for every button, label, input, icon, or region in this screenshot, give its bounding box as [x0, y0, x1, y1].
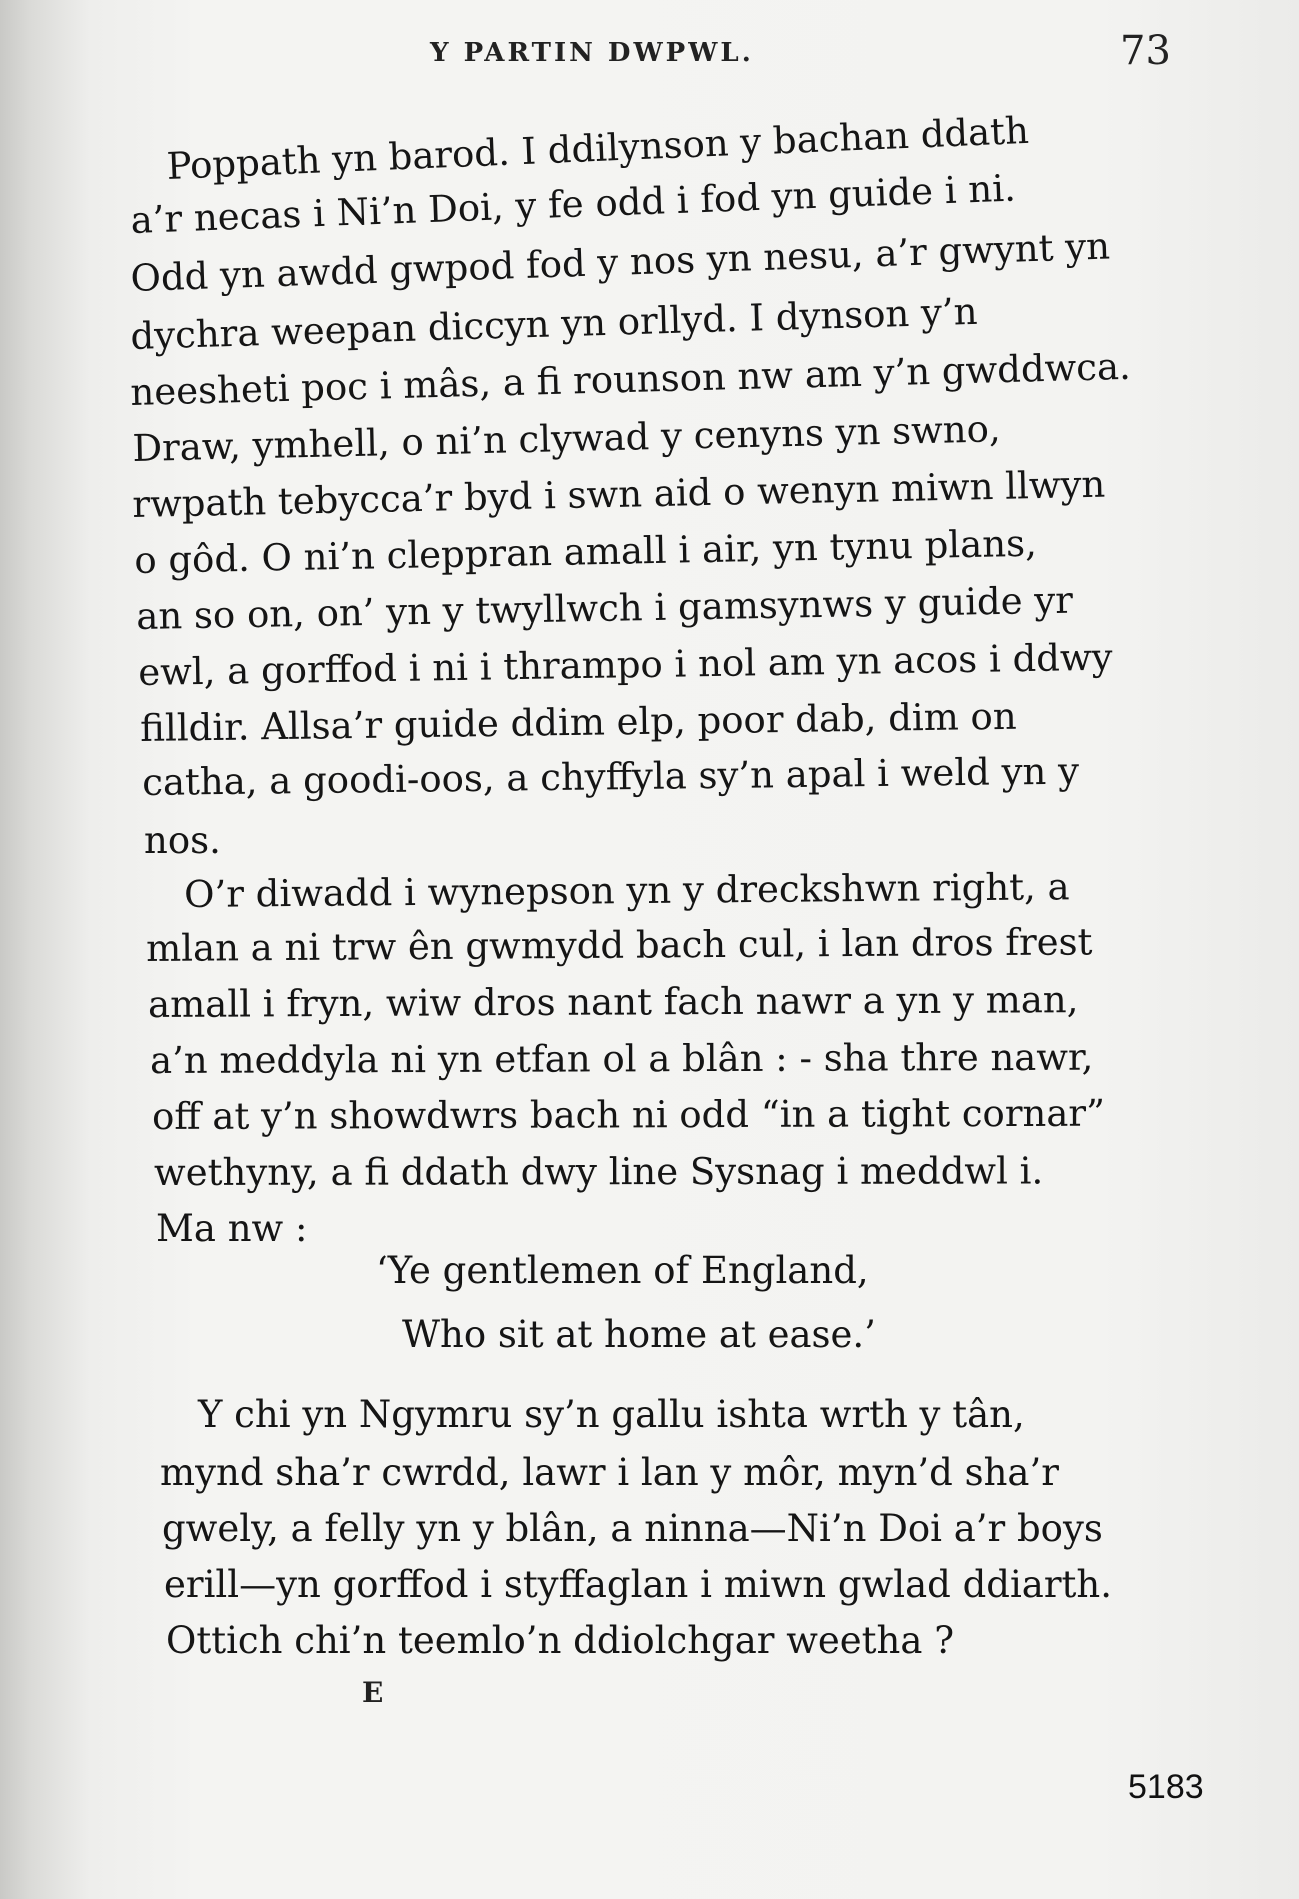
signature-mark: E	[362, 1676, 384, 1709]
text-line: an so on, on’ yn y twyllwch i gamsynws y guide yr	[135, 578, 1074, 638]
text-line: neesheti poc i mâs, a fi rounson nw am y’n gwddwca.	[129, 344, 1132, 414]
text-line: catha, a goodi-oos, a chyffyla sy’n apal i weld yn y	[141, 749, 1080, 804]
text-line: dychra weepan diccyn yn orllyd. I dynson y’n	[129, 289, 979, 358]
text-line: amall i fryn, wiw dros nant fach nawr a yn y man,	[147, 978, 1079, 1026]
text-line: Draw, ymhell, o ni’n clywad y cenyns yn swno,	[131, 407, 1002, 470]
text-line: mynd sha’r cwrdd, lawr i lan y môr, myn’d sha’r	[160, 1451, 1059, 1494]
text-line: nos.	[144, 819, 221, 862]
text-line: mlan a ni trw ên gwmydd bach cul, i lan dros frest	[145, 920, 1093, 970]
text-line: Y chi yn Ngymru sy’n gallu ishta wrth y tân,	[198, 1393, 1025, 1436]
text-line: off at y’n showdwrs bach ni odd “in a tight cornar”	[151, 1091, 1106, 1138]
text-line: Ottich chi’n teemlo’n ddiolchgar weetha ?	[166, 1619, 955, 1662]
text-line: gwely, a felly yn y blân, a ninna—Ni’n Doi a’r boys	[162, 1507, 1103, 1550]
text-line: Ma nw :	[156, 1207, 308, 1250]
text-line: rwpath tebycca’r byd i swn aid o wenyn miwn llwyn	[131, 462, 1106, 526]
text-line: a’n meddyla ni yn etfan ol a blân : - sha thre nawr,	[149, 1035, 1094, 1082]
text-line: wethyny, a fi ddath dwy line Sysnag i meddwl i.	[153, 1149, 1044, 1194]
text-line: Odd yn awdd gwpod fod y nos yn nesu, a’r gwynt yn	[129, 224, 1111, 300]
running-title: Y PARTIN DWPWL.	[430, 38, 754, 68]
verse-line: ‘Ye gentlemen of England,	[376, 1249, 869, 1292]
text-line: a’r necas i Ni’n Doi, y fe odd i fod yn guide i ni.	[129, 166, 1017, 242]
page-number: 73	[1120, 28, 1171, 74]
verse-line: Who sit at home at ease.’	[402, 1313, 876, 1356]
stamp-number: 5183	[1128, 1768, 1204, 1806]
text-line: erill—yn gorffod i styffaglan i miwn gwlad ddiarth.	[164, 1563, 1112, 1606]
text-line: filldir. Allsa’r guide ddim elp, poor dab, dim on	[139, 694, 1017, 750]
text-line: Poppath yn barod. I ddilynson y bachan ddath	[165, 108, 1030, 188]
text-line: ewl, a gorffod i ni i thrampo i nol am yn acos i ddwy	[137, 635, 1113, 694]
text-line: o gôd. O ni’n cleppran amall i air, yn tynu plans,	[133, 521, 1038, 582]
text-line: O’r diwadd i wynepson yn y dreckshwn right, a	[183, 865, 1070, 916]
